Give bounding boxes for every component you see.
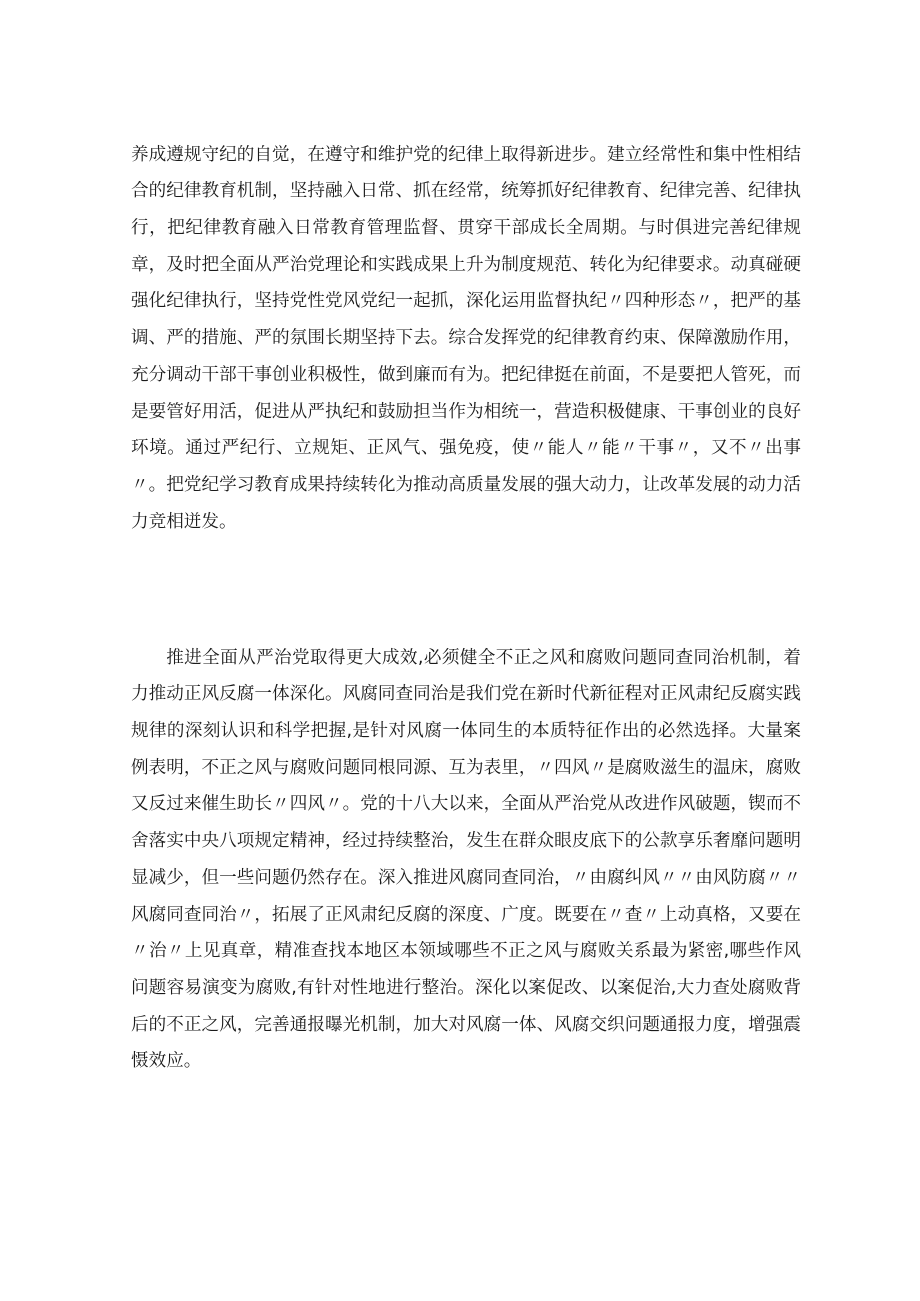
body-paragraph-1: 养成遵规守纪的自觉，在遵守和维护党的纪律上取得新进步。建立经常性和集中性相结合的纪律教育机制，坚持融入日常、抓在经常，统筹抓好纪律教育、纪律完善、纪律执行，把纪律教育融入日常教育管理监督、贯穿干部成长全周期。与时俱进完善纪律规章，及时把全面从严治党理论和实践成果上升为制度规范、转化为纪律要求。动真碰硬强化纪律执行，坚持党性党风党纪一起抓，深化运用监督执纪〃四种形态〃，把严的基调、严的措施、严的氛围长期坚持下去。综合发挥党的纪律教育约束、保障激励作用，充分调动干部干事创业积极性，做到廉而有为。把纪律挺在前面，不是要把人管死，而是要管好用活，促进从严执纪和鼓励担当作为相统一，营造积极健康、干事创业的良好环境。通过严纪行、立规矩、正风气、强免疫，使〃能人〃能〃干事〃，又不〃出事〃。把党纪学习教育成果持续转化为推动高质量发展的强大动力，让改革发展的动力活力竞相迸发。 (131, 144, 801, 532)
body-paragraph-2: 推进全面从严治党取得更大成效,必须健全不正之风和腐败问题同查同治机制，着力推动正风反腐一体深化。风腐同查同治是我们党在新时代新征程对正风肃纪反腐实践规律的深刻认识和科学把握,是针对风腐一体同生的本质特征作出的必然选择。大量案例表明，不正之风与腐败问题同根同源、互为表里，〃四风〃是腐败滋生的温床，腐败又反过来催生助长〃四风〃。党的十八大以来，全面从严治党从改进作风破题，锲而不舍落实中央八项规定精神，经过持续整治，发生在群众眼皮底下的公款享乐奢靡问题明显减少，但一些问题仍然存在。深入推进风腐同查同治，〃由腐纠风〃〃由风防腐〃〃风腐同查同治〃，拓展了正风肃纪反腐的深度、广度。既要在〃查〃上动真格，又要在〃治〃上见真章，精准查找本地区本领域哪些不正之风与腐败关系最为紧密,哪些作风问题容易演变为腐败,有针对性地进行整治。深化以案促改、以案促治,大力查处腐败背后的不正之风，完善通报曝光机制，加大对风腐一体、风腐交织问题通报力度，增强震慑效应。 (131, 647, 801, 1072)
